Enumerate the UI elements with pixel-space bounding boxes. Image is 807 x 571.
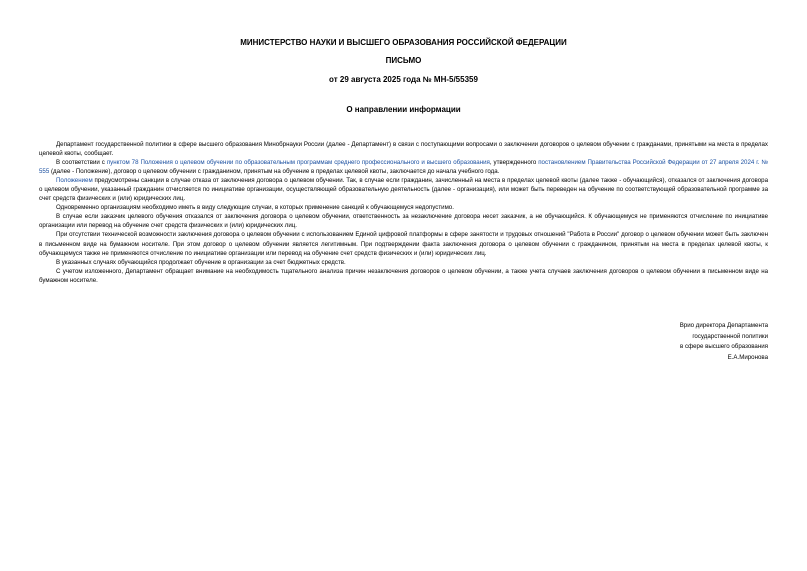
paragraph-8: С учетом изложенного, Департамент обращает внимание на необходимость тщательного анализа причин незаключения договоров о целевом обучении, а также учета случаев заключения договоров о целевом обучении в письменном виде на бумажном носителе. xyxy=(39,267,768,284)
link-government-resolution[interactable]: постановлением Правительства Российской Федерации от 27 апреля 2024 г. № 555 xyxy=(39,159,768,176)
paragraph-1: Департамент государственной политики в сфере высшего образования Минобрнауки России (далее - Департамент) в связи с поступающими вопросами о заключении договоров о целевом обучении с гражданами, принятыми на места в пределах целевой квоты, сообщает. xyxy=(39,141,768,158)
paragraph-2-text-c: (далее - Положение), договор о целевом обучении с гражданином, принятым на обучение в пределах целевой квоты, заключается до начала учебного года. xyxy=(49,168,500,176)
paragraph-6: При отсутствии технической возможности заключения договора о целевом обучении с использованием Единой цифровой платформы в сфере занятости и трудовых отношений "Работа в России" договор о целевом обучении может быть заключен в письменном виде на бумажном носителе. При этом договор о целевом обучении является легитимным. При подтверждении факта заключения договора о целевом обучении с гражданином, принятым на места в пределах целевой квоты, к обучающемуся также не применяются отчисление по инициативе организации или перевод на обучение счет средств физических и (или) юридических лиц. xyxy=(39,231,768,257)
letter-body xyxy=(39,140,768,285)
signature-position-line-2: государственной политики xyxy=(692,332,768,340)
document-type: ПИСЬМО xyxy=(385,56,422,65)
paragraph-7: В указанных случаях обучающийся продолжает обучение в организации за счет бюджетных средств. xyxy=(56,258,346,266)
signature-position-line-1: Врио директора Департамента xyxy=(679,322,768,329)
paragraph-2 xyxy=(39,158,768,176)
document-subject: О направлении информации xyxy=(346,105,461,114)
paragraph-2-text-b: , утвержденного xyxy=(489,159,539,167)
link-polozhenie[interactable]: Положением xyxy=(56,177,93,185)
signature-block xyxy=(568,321,768,363)
ministry-title: МИНИСТЕРСТВО НАУКИ И ВЫСШЕГО ОБРАЗОВАНИЯ РОССИЙСКОЙ ФЕДЕРАЦИИ xyxy=(240,38,567,47)
paragraph-3 xyxy=(39,176,768,203)
paragraph-4: Одновременно организациям необходимо иметь в виду следующие случаи, в которых применение санкций к обучающемуся недопустимо. xyxy=(56,204,454,212)
paragraph-2-text-a: В соответствии с xyxy=(56,159,107,167)
signature-position-line-3: в сфере высшего образования xyxy=(680,343,768,350)
link-polozhenie-point-78[interactable]: пунктом 78 Положения о целевом обучении по образовательным программам среднего профессионального и высшего образования xyxy=(106,159,490,167)
document-date-number: от 29 августа 2025 года № МН-5/55359 xyxy=(329,75,478,84)
paragraph-5: В случае если заказчик целевого обучения отказался от заключения договора о целевом обучении, ответственность за незаключение договора несет заказчик, а не обучающийся. К обучающемуся не применяются отчисление по инициативе организации или перевод на обучение счет средств физических и (или) юридических лиц. xyxy=(39,213,768,230)
paragraph-3-text: предусмотрены санкции в случае отказа от заключения договора о целевом обучении. Так, в случае если гражданин, зачисленный на места в пределах целевой квоты (далее также - обучающийся), отказался от заключения договора о целевом обучении, указанный гражданин отчисляется по инициативе организации, осуществляющей образовательную деятельность (далее - организация), или может быть переведен на обучение по соответствующей образовательной программе за счет средств физических и (или) юридических лиц. xyxy=(39,177,768,203)
signatory-name: Е.А.Миронова xyxy=(727,353,768,361)
